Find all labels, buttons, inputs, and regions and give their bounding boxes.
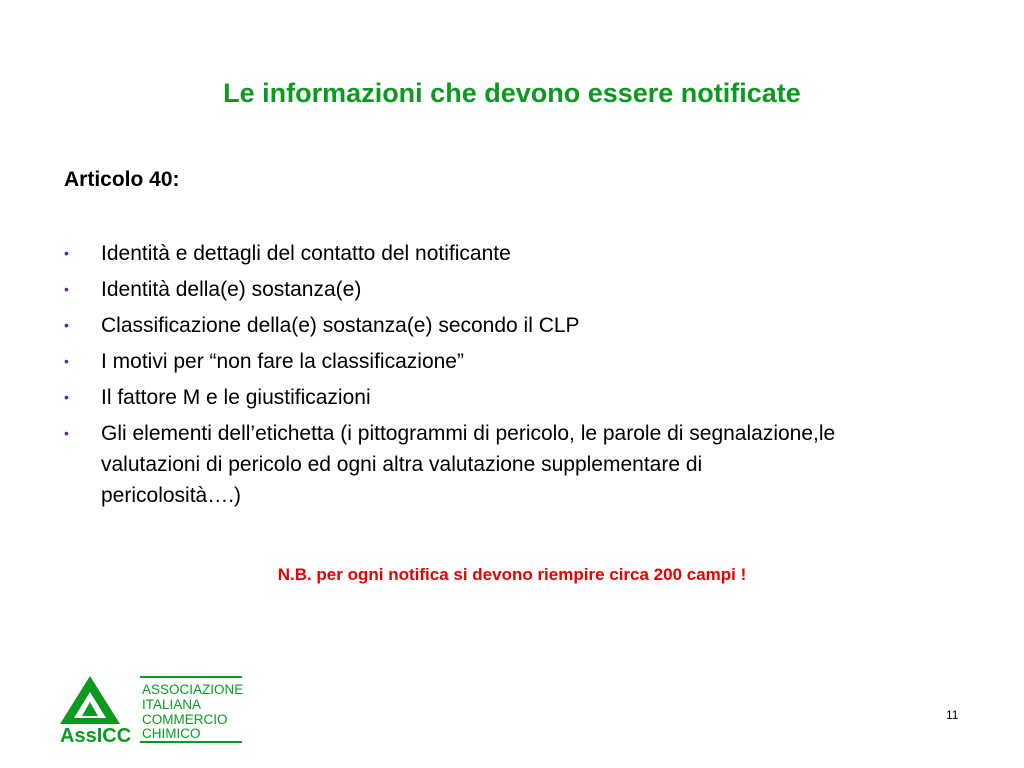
bullet-icon: •	[64, 317, 69, 333]
list-item: • Identità della(e) sostanza(e)	[64, 274, 844, 305]
list-item: • Il fattore M e le giustificazioni	[64, 382, 844, 413]
logo-line-3: COMMERCIO	[142, 712, 228, 727]
list-item: • Classificazione della(e) sostanza(e) secondo il CLP	[64, 310, 844, 341]
bullet-icon: •	[64, 425, 69, 441]
logo-wordmark: AssICC	[60, 725, 132, 746]
triangle-logo-icon	[60, 676, 120, 724]
bullet-list	[64, 238, 844, 516]
bullet-icon: •	[64, 353, 69, 369]
page-number: 11	[946, 708, 959, 722]
logo-line-1: ASSOCIAZIONE	[142, 682, 244, 697]
bullet-icon: •	[64, 281, 69, 297]
slide-title: Le informazioni che devono essere notificate	[223, 78, 801, 108]
list-item: • Identità e dettagli del contatto del notificante	[64, 238, 844, 269]
logo-bottom-rule	[140, 741, 242, 743]
bullet-icon: •	[64, 245, 69, 261]
logo-line-4: CHIMICO	[142, 726, 201, 741]
article-heading: Articolo 40:	[64, 168, 180, 191]
logo-line-2: ITALIANA	[142, 697, 202, 712]
footnote-note: N.B. per ogni notifica si devono riempire circa 200 campi !	[277, 565, 747, 584]
list-item: • Gli elementi dell’etichetta (i pittogrammi di pericolo, le parole di segnalazione,le valutazioni di pericolo ed ogni altra valutazione supplementare di pericolosità….)	[64, 418, 844, 511]
logo-top-rule	[140, 676, 242, 678]
list-item: • I motivi per “non fare la classificazione”	[64, 346, 844, 377]
bullet-icon: •	[64, 389, 69, 405]
